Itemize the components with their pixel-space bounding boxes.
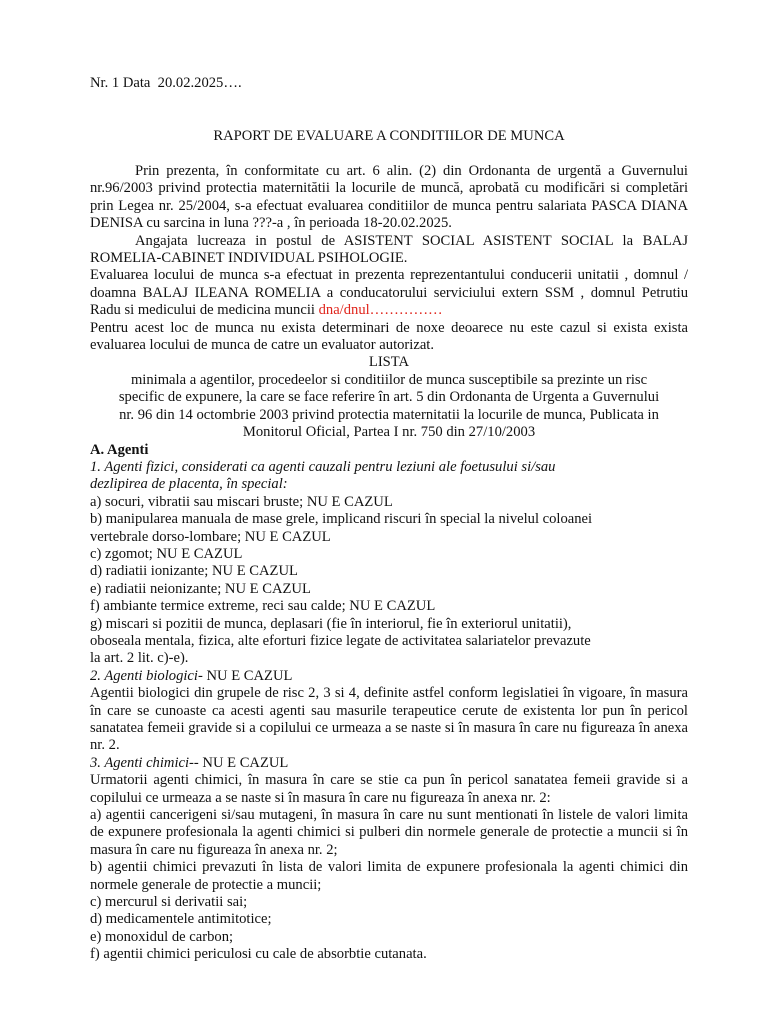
document-number-date: Nr. 1 Data 20.02.2025…. (90, 75, 242, 91)
list-item: a) socuri, vibratii sau miscari bruste; NU E CAZUL (90, 493, 393, 510)
list-item: b) agentii chimici prevazuti în lista de valori limita de expunere profesionala la agenti chimici din normele generale de protectie a muncii; (90, 859, 688, 893)
lista-subtitle-line: Monitorul Oficial, Partea I nr. 750 din 27/10/2003 (242, 424, 536, 441)
lista-title: LISTA (368, 354, 410, 371)
list-item: f) ambiante termice extreme, reci sau calde; NU E CAZUL (90, 598, 436, 615)
document-body (90, 163, 688, 964)
list-item: c) mercurul si derivatii sai; (90, 894, 248, 911)
biological-agents-status: - NU E CAZUL (197, 667, 293, 684)
list-item: c) zgomot; NU E CAZUL (90, 545, 243, 562)
lista-subtitle-line: minimala a agentilor, procedeelor si conditiilor de munca susceptibile sa prezinte un risc (130, 371, 648, 388)
lista-subtitle-line: specific de expunere, la care se face referire în art. 5 din Ordonanta de Urgenta a Guvernului (118, 389, 660, 406)
list-item: oboseala mentala, fizica, alte eforturi fizice legate de activitatea salariatelor prevazute (90, 632, 591, 649)
intro-paragraph: Prin prezenta, în conformitate cu art. 6 alin. (2) din Ordonanta de urgentă a Guvernului nr.96/2003 privind protectia maternitătii la locurile de muncă, aprobată cu modificări si completări prin Legea nr. 25/2004, s-a efectuat evaluarea conditiilor de munca pentru salariata PASCA DIANA DENISA cu sarcina in luna ???-a , în perioada 18-20.02.2025. (90, 163, 688, 232)
list-item: e) monoxidul de carbon; (90, 928, 234, 945)
list-item: g) miscari si pozitii de munca, deplasari (fie în interiorul, fie în exteriorul unitatii), (90, 615, 572, 632)
list-item: f) agentii chimici periculosi cu cale de absorbtie cutanata. (90, 946, 427, 963)
list-item: d) radiatii ionizante; NU E CAZUL (90, 563, 298, 580)
biological-agents-heading (90, 668, 688, 685)
chemical-agents-status: -- NU E CAZUL (189, 754, 289, 771)
noxe-paragraph: Pentru acest loc de munca nu exista determinari de noxe deoarece nu este cazul si exista exista evaluarea locului de munca de catre un evaluator autorizat. (90, 319, 688, 354)
document-title: RAPORT DE EVALUARE A CONDITIILOR DE MUNCA (213, 128, 565, 144)
section-a-heading: A. Agenti (90, 441, 149, 458)
lista-subtitle-line: nr. 96 din 14 octombrie 2003 privind protectia maternitatii la locurile de munca, Publicata in (119, 406, 659, 423)
list-item: b) manipularea manuala de mase grele, implicand riscuri în special la nivelul coloanei (90, 511, 593, 528)
doctor-name-placeholder: dna/dnul…………… (318, 302, 443, 319)
evaluation-text: Evaluarea locului de munca s-a efectuat in prezenta reprezentantului conducerii unitatii , domnul / doamna BALAJ ILEANA ROMELIA a conducatorului serviciului extern SSM , domnul Petrutiu Radu si medicului de medicina muncii (90, 267, 688, 319)
chemical-agents-heading (90, 755, 688, 772)
list-item: d) medicamentele antimitotice; (90, 911, 272, 928)
biological-agents-title: 2. Agenti biologici (90, 667, 198, 684)
chemical-agents-text: Urmatorii agenti chimici, în masura în care se stie ca pun în pericol sanatatea femeii gravide si a copilului ce urmeaza a se naste si în masura în care nu figureaza în anexa nr. 2: (90, 772, 688, 806)
employee-position-paragraph: Angajata lucreaza in postul de ASISTENT SOCIAL ASISTENT SOCIAL la BALAJ ROMELIA-CABINET INDIVIDUAL PSIHOLOGIE. (90, 232, 688, 267)
biological-agents-text: Agentii biologici din grupele de risc 2, 3 si 4, definite astfel conform legislatiei în vigoare, în masura în care se cunoaste ca acesti agenti sau masurile terapeutice cerute de existenta lor pun în pericol sanatatea femeii gravide si a copilului ce urmeaza a se naste si în masura în care nu figureaza în anexa nr. 2. (90, 685, 688, 754)
evaluation-paragraph (90, 267, 688, 319)
list-item: vertebrale dorso-lombare; NU E CAZUL (90, 528, 331, 545)
physical-agents-heading: 1. Agenti fizici, considerati ca agenti cauzali pentru leziuni ale foetusului si/sau (90, 458, 556, 475)
list-item: la art. 2 lit. c)-e). (90, 650, 189, 667)
chemical-agents-title: 3. Agenti chimici (90, 754, 190, 771)
list-item: a) agentii cancerigeni si/sau mutageni, în masura în care nu sunt mentionati în listele de valori limita de expunere profesionala la agenti chimici si pulberi din normele generale de protectie a muncii si în masura în care nu figureaza în anexa nr. 2; (90, 807, 688, 858)
physical-agents-heading: dezlipirea de placenta, în special: (90, 476, 288, 493)
list-item: e) radiatii neionizante; NU E CAZUL (90, 580, 311, 597)
